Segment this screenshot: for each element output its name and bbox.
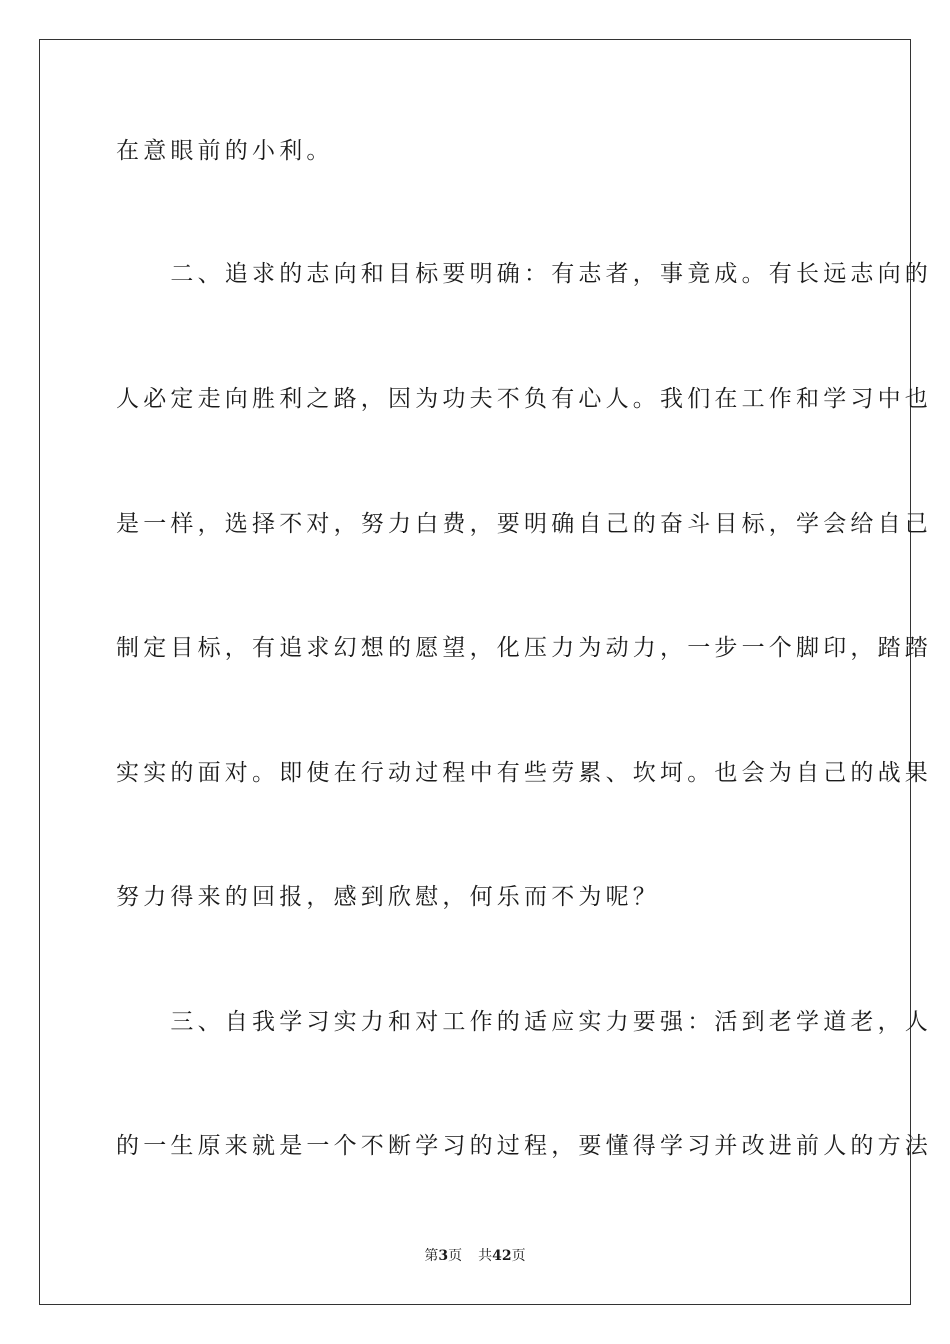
page-border — [39, 39, 932, 1305]
page-prefix: 第 — [424, 1248, 439, 1264]
page-footer — [0, 1247, 950, 1265]
page-suffix: 页 — [448, 1248, 463, 1264]
total-pages: 42 — [492, 1248, 512, 1264]
text-line: 制定目标，有追求幻想的愿望，化压力为动力，一步一个脚印，踏踏 — [116, 635, 932, 661]
total-prefix: 共 — [478, 1248, 493, 1264]
text-line: 实实的面对。即使在行动过程中有些劳累、坎坷。也会为自己的战果 — [116, 760, 932, 786]
text-line: 三、自我学习实力和对工作的适应实力要强：活到老学道老，人 — [116, 1009, 932, 1035]
text-line: 的一生原来就是一个不断学习的过程，要懂得学习并改进前人的方法 — [116, 1133, 932, 1159]
page-number: 3 — [438, 1248, 449, 1264]
text-line: 在意眼前的小利。 — [116, 138, 334, 164]
total-suffix: 页 — [511, 1248, 526, 1264]
text-line: 人必定走向胜利之路，因为功夫不负有心人。我们在工作和学习中也 — [116, 386, 932, 412]
text-line: 二、追求的志向和目标要明确：有志者，事竟成。有长远志向的 — [116, 261, 932, 287]
text-line: 是一样，选择不对，努力白费，要明确自己的奋斗目标，学会给自己 — [116, 511, 932, 537]
text-line: 努力得来的回报，感到欣慰，何乐而不为呢？ — [116, 884, 660, 910]
